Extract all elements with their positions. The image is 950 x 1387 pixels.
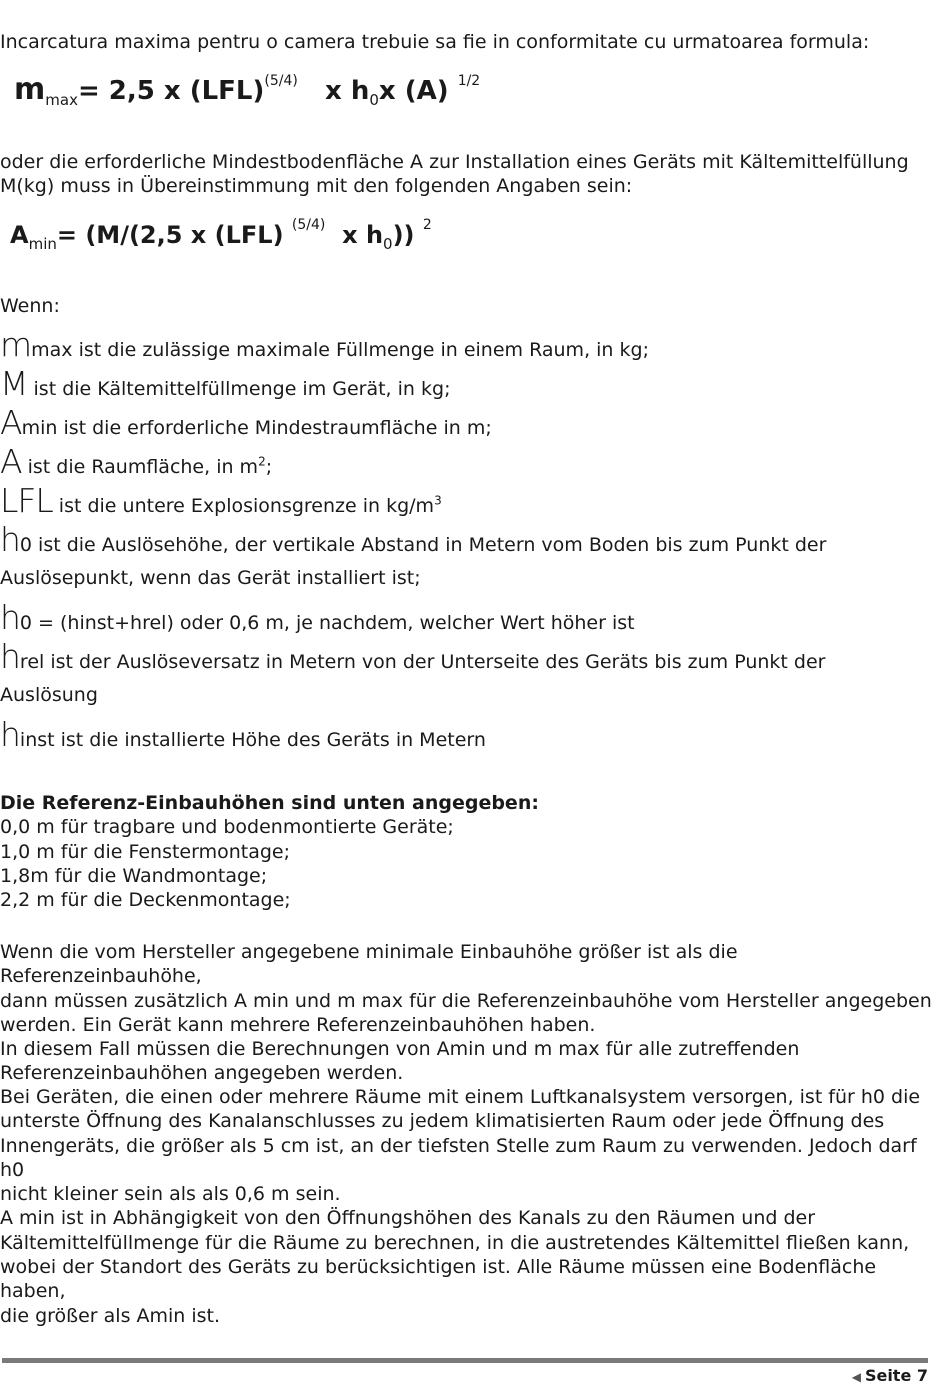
def-h0: h0 ist die Auslösehöhe, der vertikale Abstand in Metern vom Boden bis zum Punkt der [0,520,827,559]
list-item: 1,0 m für die Fenstermontage; [0,840,291,863]
list-item: 1,8m für die Wandmontage; [0,864,268,887]
reference-heights-section [0,791,945,912]
def-hrel: hrel ist der Auslöseversatz in Metern von der Unterseite des Geräts bis zum Punkt der [0,637,826,676]
wenn-label: Wenn: [0,295,60,317]
list-item: 0,0 m für tragbare und bodenmontierte Geräte; [0,816,454,839]
def-m: M ist die Kältemittelfüllmenge im Gerät, in kg; [0,364,451,403]
section-heading: Die Referenz-Einbauhöhen sind unten angegeben: [0,792,539,814]
formula-amin: $A_{min}= (M/(2,5$ x (LFL) $^{(5/4)}$ x $h_0$)) $^2$ [10,217,432,253]
triangle-left-icon: ◀ [851,1370,861,1384]
def-a: A ist die Raumfläche, in $m^2$; [0,442,273,481]
def-hrel-cont: Auslösung [0,684,98,706]
page-number: ◀ Seite 7 [851,1366,928,1385]
para-referenzeinbauhoehe: Wenn die vom Hersteller angegebene minimale Einbauhöhe größer ist als die Referenzeinbauhöhe, dann müssen zusätzlich A min und m max für die Referenzeinbauhöhe vom Hersteller angegeben werden. Ein Gerät kann mehrere Referenzeinbauhöhen haben. In diesem Fall müssen die Berechnungen von Amin und m max für alle zutreffenden Referenzeinbauhöhen angegeben werden. [0,941,932,1085]
def-hinst: hinst ist die installierte Höhe des Geräts in Metern [0,715,486,754]
list-item: 2,2 m für die Deckenmontage; [0,889,291,912]
def-lfl: LFL ist die untere Explosionsgrenze in $kg/m^3$ [0,481,442,520]
def-h0-cont: Auslösepunkt, wenn das Gerät installiert ist; [0,567,421,589]
para-luftkanalsystem: Bei Geräten, die einen oder mehrere Räume mit einem Luftkanalsystem versorgen, ist für h0 die unterste Öffnung des Kanalanschlusses zu jedem klimatisierten Raum oder jede Öffnung des Innengeräts, die größer als 5 cm ist, an der tiefsten Stelle zum Raum zu verwenden. Jedoch darf h0 nicht kleiner sein als als 0,6 m sein. A min ist in Abhängigkeit von den Öffnungshöhen des Kanals zu den Räumen und der Kältemittelfüllmenge für die Räume zu berechnen, in die austretendes Kältemittel fließen kann, wobei der Standort des Geräts zu berücksichtigen ist. Alle Räume müssen eine Bodenfläche haben, die größer als Amin ist. [0,1086,921,1327]
definitions-list [0,325,826,754]
footer-divider [2,1358,928,1363]
para-mindestbodenflaeche: oder die erforderliche Mindestbodenfläche A zur Installation eines Geräts mit Kältemittelfüllung M(kg) muss in Übereinstimmung mit den folgenden Angaben sein: [0,151,909,197]
def-h0-eq: h0 = (hinst+hrel) oder 0,6 m, je nachdem, welcher Wert höher ist [0,598,635,637]
def-amin: Amin ist die erforderliche Mindestraumfläche in m; [0,403,492,442]
def-mmax: mmax ist die zulässige maximale Füllmenge in einem Raum, in kg; [0,325,649,364]
formula-mmax: $m_{max}= 2,5$ x (LFL)$^{(5/4)}$ x $h_0x$ (A) $^{1/2}$ [14,72,481,109]
intro-text: Incarcatura maxima pentru o camera trebuie sa fie in conformitate cu urmatoarea formula: [0,31,870,53]
